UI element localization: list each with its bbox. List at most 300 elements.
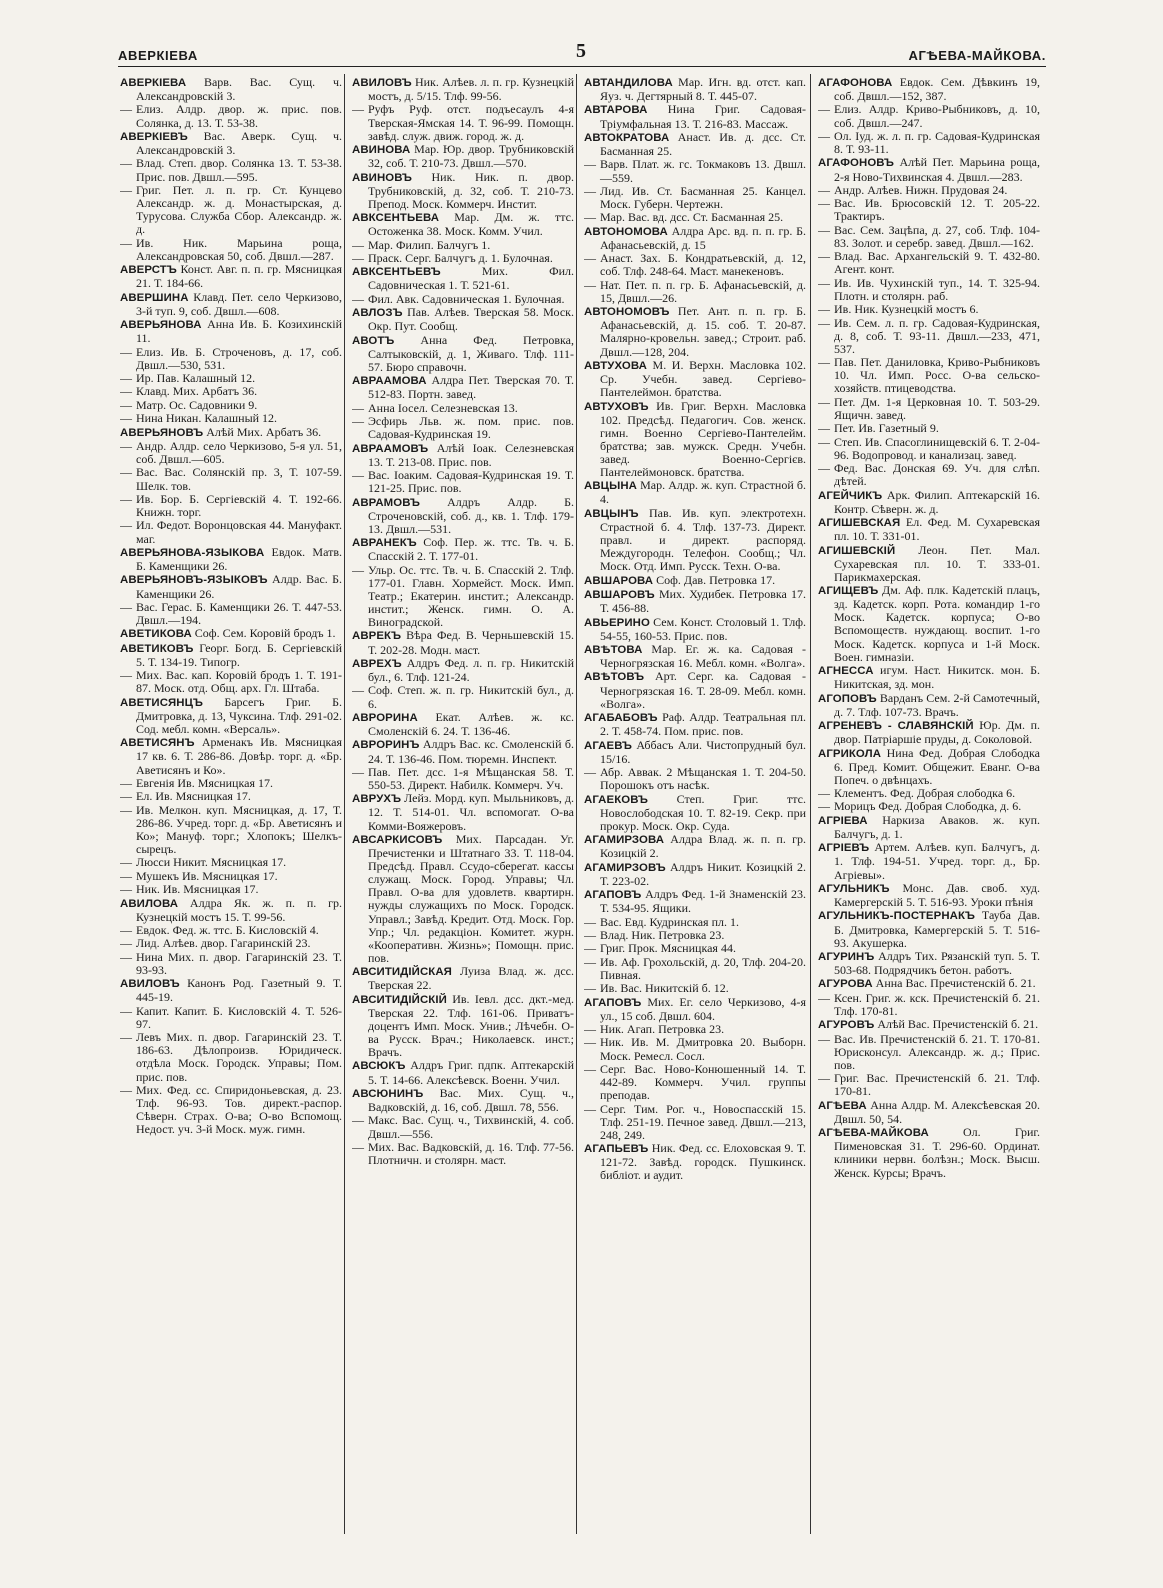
directory-entry (818, 130, 1040, 156)
directory-entry (584, 711, 806, 738)
ditto-dash: — (120, 438, 132, 453)
ditto-dash: — (818, 249, 830, 264)
ditto-dash: — (120, 411, 132, 426)
directory-entry (352, 766, 574, 792)
entry-surname: АГИШЕВСКІЙ (818, 544, 896, 557)
entry-surname: АГУЛЬНИКЪ-ПОСТЕРНАКЪ (818, 910, 976, 923)
entry-surname: АВЕТИСЯНЦЪ (120, 696, 204, 709)
directory-entry (352, 143, 574, 170)
ditto-dash: — (120, 855, 132, 870)
entry-details: Аббасъ Али. Чистопрудный бул. 15/16. (600, 737, 806, 766)
directory-entry (584, 833, 806, 860)
directory-entry (818, 1072, 1040, 1098)
entry-surname: АВЦЫНА (584, 480, 637, 493)
ditto-dash: — (120, 789, 132, 804)
entry-details: Пет. Ив. Газетный 9. (834, 421, 939, 436)
directory-entry (352, 239, 574, 252)
entry-details: Мар. Алдр. ж. куп. Страстной б. 4. (600, 478, 806, 507)
ditto-dash: — (120, 775, 132, 790)
entry-surname: АВСЮНИНЪ (352, 1087, 424, 1100)
directory-entry (584, 225, 806, 252)
entry-details: Ел. Ив. Мясницкая 17. (136, 789, 251, 804)
ditto-dash: — (352, 683, 364, 698)
directory-entry (352, 469, 574, 495)
ditto-dash: — (120, 518, 132, 533)
entry-surname: АГѢЕВА-МАЙКОВА (818, 1127, 929, 1140)
directory-entry (120, 412, 342, 425)
entry-surname: АВЕРЬЯНОВЪ (120, 426, 204, 439)
ditto-dash: — (352, 764, 364, 779)
entry-surname: АВЕТИКОВЪ (120, 642, 194, 655)
directory-entry (352, 792, 574, 832)
directory-entry (818, 882, 1040, 909)
column-4 (818, 76, 1040, 1536)
entry-surname: АВЕРКІЕВЪ (120, 130, 188, 143)
directory-entry (818, 76, 1040, 103)
entry-surname: АВСЮКЪ (352, 1060, 406, 1073)
column-1 (120, 76, 342, 1536)
entry-details: Вас. Вас. Солянскій пр. 3, Т. 107-59. Шелк. тов. (136, 465, 342, 493)
entry-surname: АВЦЫНЪ (584, 507, 639, 520)
column-divider (810, 74, 811, 1534)
entry-details: Луиза Влад. ж. дсс. Тверская 22. (368, 964, 574, 993)
entry-details: Ив. Григ. Верхн. Масловка 102. Предсѣд. Педагогич. Сов. женск. гимн. Военно Сергіево-Пантелейм. братства; зав. мужск. Средн. Учебн. завед. Военно-Сергієв. Пантелеймоновск. братства. (600, 398, 806, 479)
entry-details: Вас. Аверк. Сущ. ч. Александровскій 3. (136, 128, 342, 158)
ditto-dash: — (120, 102, 132, 117)
entry-details: Мих. Ег. село Черкизово, 4-я ул., 15 соб. Двшл. 604. (600, 994, 806, 1023)
entry-details: Ив. Ив. Чухинскій туп., 14. Т. 325-94. Плотн. и столярн. раб. (834, 275, 1040, 303)
directory-entry (584, 916, 806, 929)
directory-entry (352, 103, 574, 142)
directory-entry (352, 374, 574, 401)
entry-surname: АГАПОВЪ (584, 996, 642, 1009)
directory-entry (120, 426, 342, 440)
directory-entry (584, 305, 806, 358)
entry-details: Вас. Евд. Кудринская пл. 1. (600, 914, 739, 929)
entry-details: Вѣра Фед. В. Черньшевскій 15. Т. 202-28. Модн. маст. (368, 628, 574, 657)
entry-details: Анна Фед. Петровка, Салтыковскій, д. 1, Живаго. Тлф. 111-57. Бюро справочн. (368, 332, 574, 374)
entry-details: Алдра Влад. ж. п. п. гр. Козицкій 2. (600, 832, 806, 861)
directory-entry (584, 400, 806, 480)
directory-entry (818, 841, 1040, 881)
directory-entry (120, 385, 342, 398)
ditto-dash: — (818, 355, 830, 370)
entry-surname: АГАМИРЗОВА (584, 834, 665, 847)
page-header (118, 36, 1046, 67)
entry-surname: АВѢТОВА (584, 643, 643, 656)
entry-details: Мар. Вас. вд. дсс. Ст. Басманная 25. (600, 210, 784, 225)
entry-details: Вас. Іоаким. Садовая-Кудринская 19. Т. 121-25. Прис. пов. (368, 468, 574, 496)
directory-entry (584, 643, 806, 670)
entry-details: Григ. Вас. Пречистенскій б. 21. Тлф. 170-81. (834, 1071, 1040, 1099)
ditto-dash: — (818, 786, 830, 801)
ditto-dash: — (120, 1082, 132, 1097)
ditto-dash: — (352, 400, 364, 415)
entry-details: Фил. Авк. Садовническая 1. Булочная. (368, 291, 565, 306)
ditto-dash: — (818, 315, 830, 330)
page-number: 5 (576, 40, 586, 62)
entry-details: Мих. Фед. сс. Спиридоньевская, д. 23. Тлф. 96-93. Тов. директ.-распор. Сѣверн. Страх. О-ва; О-во Вспомощ. Недост. уч. 3-й Моск. муж. гимн. (136, 1082, 342, 1137)
directory-entry (352, 965, 574, 992)
entry-surname: АВИНОВЪ (352, 171, 412, 184)
ditto-dash: — (120, 384, 132, 399)
directory-entry (120, 184, 342, 236)
directory-entry (818, 103, 1040, 129)
directory-entry (584, 982, 806, 995)
entry-details: Наркиза Аваков. ж. куп. Балчугъ, д. 1. (834, 812, 1040, 841)
directory-entry (818, 584, 1040, 664)
entry-details: Ел. Фед. М. Сухаревская пл. 10. Т. 331-01. (834, 515, 1040, 544)
entry-details: Ив. Бор. Б. Сергіевскій 4. Т. 192-66. Книжн. торг. (136, 491, 342, 520)
entry-details: Мар. Ег. ж. ка. Садовая - Черногрязская 16. Мебл. комн. «Волга». (600, 641, 806, 671)
entry-details: Мих. Вас. Вадковскій, д. 16. Тлф. 77-56. Плотничн. и столярн. маст. (368, 1139, 574, 1167)
ditto-dash: — (584, 1022, 596, 1037)
entry-details: Ник. Ник. п. двор. Трубниковскій, д. 32, соб. Т. 210-73. Препод. Моск. Коммерч. Инстит. (368, 169, 574, 211)
entry-details: Мар. Филип. Балчугъ 1. (368, 237, 491, 252)
entry-surname: АВИЛОВЪ (352, 77, 412, 89)
directory-entry (120, 318, 342, 345)
column-divider (344, 74, 345, 1534)
ditto-dash: — (818, 990, 830, 1005)
ditto-dash: — (818, 222, 830, 237)
entry-details: Барсегъ Григ. Б. Дмитровка, д. 13, Чуксина. Тлф. 291-02. Сод. мебл. комн. «Версаль». (136, 694, 342, 736)
entry-details: Евдок. Сем. Дѣвкинъ 19, соб. Двшл.—152, 387. (834, 76, 1040, 104)
entry-details: Алдра Як. ж. п. п. гр. Кузнецкій мостъ 15. Т. 99-56. (136, 895, 342, 924)
ditto-dash: — (584, 1101, 596, 1116)
directory-entry (584, 616, 806, 643)
entry-details: Пет. Ант. п. п. гр. Б. Афанасьевскій, д. 15. соб. Т. 20-87. Малярно-кровельн. завед.; Строит. раб. Двшл.—128, 204. (600, 304, 806, 359)
entry-details: Мушекъ Ив. Мясницкая 17. (136, 868, 278, 883)
entry-details: Сем. Конст. Столовый 1. Тлф. 54-55, 160-53. Прис. пов. (600, 614, 806, 643)
entry-details: Ник. Ив. Мясницкая 17. (136, 882, 259, 897)
entry-details: Вас. Ив. Пречистенскій б. 21. Т. 170-81. Юрисконсул. Александр. ж. д.; Прис. пов. (834, 1031, 1040, 1072)
entry-details: Лейз. Морд. куп. Мыльниковъ, д. 12. Т. 514-01. Чл. вспомогат. О-ва Комми-Вояжеровъ. (368, 791, 574, 833)
entry-surname: АВОТЪ (352, 334, 395, 347)
ditto-dash: — (818, 302, 830, 317)
entry-details: Нина Никан. Калашный 12. (136, 411, 278, 426)
entry-surname: АГОПОВЪ (818, 692, 877, 705)
directory-entry (584, 211, 806, 224)
entry-details: Григ. Прок. Мясницкая 44. (600, 941, 736, 956)
entry-details: Анна Іосел. Селезневская 13. (368, 400, 518, 415)
entry-details: Анаст. Ив. д. дсс. Ст. Басманная 25. (600, 129, 806, 159)
ditto-dash: — (584, 927, 596, 942)
entry-details: Мих. Фил. Садовническая 1. Т. 521-61. (368, 264, 574, 293)
directory-entry (584, 888, 806, 915)
entry-details: Абр. Аввак. 2 Мѣщанская 1. Т. 204-50. Порошокъ отъ насѣк. (600, 765, 806, 793)
ditto-dash: — (584, 981, 596, 996)
entry-details: Тауба Дав. Б. Дмитровка, Камергерскій 5. Т. 516-93. Акушерка. (834, 908, 1040, 950)
ditto-dash: — (120, 156, 132, 171)
directory-entry (120, 601, 342, 627)
entry-surname: АВРУХЪ (352, 793, 402, 806)
directory-entry (584, 279, 806, 305)
entry-details: Нина Фед. Добрая Слободка 6. Пред. Комит. Общежит. Еванг. О-ва Попеч. о двѣнцахъ. (834, 745, 1040, 787)
ditto-dash: — (352, 102, 364, 117)
entry-surname: АВѢТОВЪ (584, 671, 645, 684)
entry-details: Ив. Сем. л. п. гр. Садовая-Кудринская, д. 8, соб. Т. 93-11. Двшл.—233, 471, 537. (834, 315, 1040, 356)
directory-entry (120, 573, 342, 600)
entry-surname: АГАЕКОВЪ (584, 793, 648, 806)
ditto-dash: — (818, 421, 830, 436)
entry-details: Ксен. Григ. ж. кск. Пречистенскій б. 21. Тлф. 170-81. (834, 990, 1040, 1018)
entry-details: Артем. Алѣев. куп. Балчугъ, д. 1. Тлф. 194-51. Учред. торг. д., Бр. Агріевы». (834, 840, 1040, 882)
entry-details: Алдръ Алдр. Б. Строченовскій, соб. д., кв. 1. Тлф. 179-13. Двшл.—531. (368, 494, 574, 536)
directory-entry (352, 334, 574, 374)
entry-details: Алдра Арс. вд. п. п. гр. Б. Афанасьевскій, д. 15 (600, 223, 806, 252)
entry-details: Пав. Алѣев. Тверская 58. Моск. Окр. Пут. Сообщ. (368, 305, 574, 334)
entry-details: Евдок. Матв. Б. Каменщики 26. (136, 544, 342, 574)
entry-details: Нина Мих. п. двор. Гагаринскій 23. Т. 93-93. (136, 949, 342, 977)
directory-entry (818, 800, 1040, 813)
entry-details: Мих. Парсадан. Уг. Пречистенки и Штатнаго 33. Т. 118-04. Предсѣд. Правл. Ссудо-сберегат. кассы служащ. Моск. Город. Управы; Чл. Правл. О-ва для удовлетв. квартирн. нужды служащихъ по Моск. Городск. Управл.; Завѣд. Кредит. Отд. Моск. Гор. Упр.; Чл. редакціон. Комитет. журн. «Кооперативн. Жизнь»; Помощн. прис. пов. (368, 831, 574, 965)
entry-details: Мар. Дм. ж. ттс. Остоженка 38. Моск. Комм. Учил. (368, 210, 574, 239)
directory-entry (352, 738, 574, 765)
directory-entry (584, 739, 806, 766)
entry-surname: АВЬЕРИНО (584, 616, 650, 629)
directory-entry (352, 1087, 574, 1114)
entry-details: Соф. Дав. Петровка 17. (656, 572, 776, 587)
entry-details: Алдр. Вас. Б. Каменщики 26. (136, 572, 342, 601)
ditto-dash: — (352, 1113, 364, 1128)
directory-entry (584, 507, 806, 573)
entry-details: Лид. Алѣев. двор. Гагаринскій 23. (136, 936, 311, 951)
directory-entry (584, 1036, 806, 1062)
directory-entry (120, 291, 342, 318)
directory-entry (584, 158, 806, 184)
entry-details: Ник. Ив. М. Дмитровка 20. Выборн. Моск. Ремесл. Сосл. (600, 1035, 806, 1063)
directory-entry (818, 436, 1040, 462)
ditto-dash: — (120, 1030, 132, 1045)
entry-surname: АВЕРКІЕВА (120, 77, 187, 89)
entry-surname: АВРОРИНА (352, 711, 418, 724)
directory-entry (818, 197, 1040, 223)
directory-entry (818, 950, 1040, 977)
entry-details: Пав. Пет. дсс. 1-я Мѣщанская 58. Т. 550-53. Директ. Набилк. Коммерч. Уч. (368, 764, 574, 792)
entry-surname: АГУРИНЪ (818, 951, 875, 963)
entry-surname: АГРІЕВА (818, 814, 868, 827)
directory-entry (584, 670, 806, 710)
entry-details: Арменакъ Ив. Мясницкая 17 кв. 6. Т. 286-86. Довѣр. торг. д. «Бр. Аветисянъ и Ко». (136, 735, 342, 777)
entry-details: Ив. Ник. Марьина роща, Александровская 50, соб. Двшл.—287. (136, 235, 342, 263)
directory-entry (120, 669, 342, 695)
entry-surname: АГАЕВЪ (584, 739, 632, 752)
entry-details: Георг. Богд. Б. Сергіевскій 5. Т. 134-19. Типогр. (136, 640, 342, 669)
entry-details: Алдра Пет. Тверская 70. Т. 512-83. Портн. завед. (368, 373, 574, 402)
directory-entry (818, 303, 1040, 316)
directory-entry (352, 306, 574, 333)
entry-details: Ир. Пав. Калашный 12. (136, 371, 256, 386)
entry-surname: АГАПОВЪ (584, 889, 642, 902)
entry-details: Елиз. Алдр. Криво-Рыбниковъ, д. 10, соб. Двшл.—247. (834, 102, 1040, 130)
directory-entry (120, 76, 342, 103)
entry-surname: АВКСЕНТЬЕВЪ (352, 266, 441, 279)
directory-entry (120, 627, 342, 641)
entry-surname: АГРЕНЕВЪ - СЛАВЯНСКІЙ (818, 720, 974, 733)
directory-entry (818, 1033, 1040, 1072)
entry-details: Влад. Ник. Петровка 23. (600, 927, 725, 942)
entry-details: Ник. Фед. сс. Елоховская 9. Т. 121-72. Завѣд. городск. Пушкинск. библіот. и аудит. (600, 1141, 806, 1183)
directory-entry (818, 747, 1040, 787)
directory-entry (120, 977, 342, 1004)
directory-entry (584, 103, 806, 130)
entry-details: Ив. Іевл. дсс. дкт.-мед. Тверская 22. Тлф. 161-06. Приватъ-доцентъ Имп. Моск. Унив.; Лѣчебн. О-ва Русск. Врач.; Николаевск. инст.; Врачъ. (368, 991, 574, 1060)
header-left-guide-word: АВЕРКІЕВА (118, 48, 198, 63)
directory-entry (818, 156, 1040, 183)
entry-surname: АВРАНЕКЪ (352, 537, 417, 550)
directory-entry (584, 185, 806, 211)
directory-entry (584, 861, 806, 888)
directory-entry (584, 1103, 806, 1142)
directory-entry (584, 479, 806, 506)
ditto-dash: — (120, 1003, 132, 1018)
directory-entry (584, 359, 806, 399)
ditto-dash: — (584, 954, 596, 969)
ditto-dash: — (352, 291, 364, 306)
directory-entry (352, 564, 574, 629)
directory-entry (120, 870, 342, 883)
ditto-dash: — (584, 157, 596, 172)
directory-entry (584, 574, 806, 588)
entry-details: Андр. Алдр. село Черкизово, 5-я ул. 51, соб. Двшл.—605. (136, 438, 342, 467)
entry-surname: АВИНОВА (352, 144, 411, 157)
directory-entry (584, 1063, 806, 1102)
ditto-dash: — (584, 941, 596, 956)
directory-entry (818, 1126, 1040, 1179)
directory-entry (584, 956, 806, 982)
directory-entry (120, 263, 342, 290)
ditto-dash: — (584, 277, 596, 292)
directory-entry (120, 399, 342, 412)
entry-details: Варв. Вас. Сущ. ч. Александровскій 3. (136, 76, 342, 104)
ditto-dash: — (818, 275, 830, 290)
directory-entry (120, 1005, 342, 1031)
header-right-guide-word: АГѢЕВА-МАЙКОВА. (908, 48, 1046, 63)
directory-entry (818, 814, 1040, 841)
ditto-dash: — (120, 397, 132, 412)
directory-entry (818, 317, 1040, 356)
entry-surname: АВТОКРАТОВА (584, 131, 670, 144)
directory-entry (818, 184, 1040, 197)
entry-surname: АВРААМОВА (352, 375, 427, 388)
entry-details: Дм. Аф. плк. Кадетскій плацъ, зд. Кадетск. корп. Рота. командир 1-го Моск. Кадетск. корпуса; О-во Вспомоществ. нуждающ. воспит. 1-го Моск. Кадетск. корпуса и 1-й Моск. Воен. гимназіи. (834, 583, 1040, 664)
ditto-dash: — (818, 434, 830, 449)
directory-entry (352, 252, 574, 265)
entry-details: Алдръ Вас. кс. Смоленскій б. 24. Т. 136-46. Пом. тюремн. Инспект. (368, 737, 574, 766)
directory-entry (818, 356, 1040, 395)
entry-details: Пав. Пет. Даниловка, Криво-Рыбниковъ 10. Чл. Имп. Росс. О-ва сельско-хозяйств. птицеводства. (834, 355, 1040, 396)
directory-entry (352, 171, 574, 211)
entry-details: Ив. Вас. Никитскій б. 12. (600, 981, 729, 996)
entry-details: Елиз. Ив. Б. Строченовъ, д. 17, соб. Двшл.—530, 531. (136, 344, 342, 372)
entry-surname: АГАФОНОВА (818, 77, 893, 89)
entry-surname: АГАМИРЗОВЪ (584, 861, 666, 874)
directory-entry (352, 211, 574, 238)
directory-entry (120, 777, 342, 790)
entry-surname: АВЕРСТЪ (120, 264, 177, 277)
directory-entry (352, 657, 574, 684)
directory-entry (818, 719, 1040, 746)
entry-details: Екат. Алѣев. ж. кс. Смоленскій 6. 24. Т. 136-46. (368, 709, 574, 739)
entry-details: Ив. Ник. Кузнецкій мостъ 6. (834, 302, 979, 317)
entry-details: Левъ Мих. п. двор. Гагаринскій 23. Т. 186-63. Дѣлопроизв. Юридическ. отдѣла Моск. Городск. Управы; Пом. прис. пов. (136, 1030, 342, 1084)
entry-details: Ник. Агап. Петровка 23. (600, 1022, 725, 1037)
directory-entry (818, 250, 1040, 276)
entry-surname: АВТУХОВЪ (584, 400, 649, 413)
directory-entry (120, 157, 342, 183)
directory-entry (120, 696, 342, 736)
ditto-dash: — (352, 1139, 364, 1154)
entry-details: Ив. Аф. Грохольскій, д. 20, Тлф. 204-20. Пивная. (600, 954, 806, 982)
entry-details: Мар. Игн. вд. отст. кап. Яуз. ч. Дегтярный 8. Т. 445-07. (600, 76, 806, 104)
ditto-dash: — (120, 371, 132, 386)
entry-surname: АГИЩЕВЪ (818, 585, 879, 598)
entry-surname: АВШАРОВА (584, 574, 654, 587)
entry-surname: АВТАРОВА (584, 104, 648, 117)
entry-details: Фед. Вас. Донская 69. Уч. для слѣп. дѣтей. (834, 461, 1040, 489)
directory-entry (352, 1141, 574, 1167)
entry-details: Ник. Алѣев. л. п. гр. Кузнецкій мостъ, д. 5/15. Тлф. 99-56. (368, 76, 574, 104)
entry-surname: АВЕРЬЯНОВА-ЯЗЫКОВА (120, 546, 265, 559)
entry-surname: АГРИКОЛА (818, 747, 882, 760)
entry-details: Влад. Вас. Архангельскій 9. Т. 432-80. Агент. конт. (834, 249, 1040, 277)
ditto-dash: — (818, 1031, 830, 1046)
entry-details: Пет. Дм. 1-я Церковная 10. Т. 503-29. Ящичн. завед. (834, 394, 1040, 422)
ditto-dash: — (584, 210, 596, 225)
entry-details: Алдръ Фед. л. п. гр. Никитскій бул., 6. Тлф. 121-24. (368, 655, 574, 685)
ditto-dash: — (120, 802, 132, 817)
entry-surname: АГЕЙЧИКЪ (818, 489, 883, 502)
entry-details: Серг. Вас. Ново-Конюшенный 14. Т. 442-89. Коммерч. Учил. группы преподав. (600, 1061, 806, 1103)
directory-entry (352, 1059, 574, 1086)
entry-details: Эсфирь Льв. ж. пом. прис. пов. Садовая-Кудринская 19. (368, 414, 574, 442)
directory-entry (120, 736, 342, 776)
directory-entry (584, 588, 806, 615)
ditto-dash: — (818, 196, 830, 211)
column-3 (584, 76, 806, 1536)
directory-entry (818, 516, 1040, 543)
entry-details: Мих. Вас. кап. Коровій бродъ 1. Т. 191-87. Моск. отд. Общ. арх. Гл. Штаба. (136, 668, 342, 696)
entry-surname: АВЛОЗЪ (352, 307, 403, 320)
entry-surname: АГАБАБОВЪ (584, 712, 658, 725)
entry-surname: АВТОНОМОВЪ (584, 306, 670, 319)
ditto-dash: — (818, 394, 830, 409)
ditto-dash: — (120, 868, 132, 883)
entry-surname: АВТУХОВА (584, 359, 647, 372)
entry-details: Соф. Пер. ж. ттс. Тв. ч. Б. Спасскій 2. Т. 177-01. (368, 535, 574, 564)
entry-details: Леон. Пет. Мал. Сухаревская пл. 10. Т. 333-01. Парикмахерская. (834, 542, 1040, 584)
entry-details: Анна Вас. Пречистенскій б. 21. (875, 976, 1036, 991)
directory-entry (818, 1018, 1040, 1032)
directory-entry (120, 372, 342, 385)
entry-details: Соф. Сем. Коровій бродъ 1. (194, 626, 336, 641)
ditto-dash: — (584, 765, 596, 780)
directory-entry (120, 103, 342, 129)
directory-entry (120, 883, 342, 896)
directory-entry (352, 496, 574, 536)
directory-entry (352, 293, 574, 306)
ditto-dash: — (818, 799, 830, 814)
entry-details: Клавд. Пет. село Черкизово, 3-й туп. 9, соб. Двшл.—608. (136, 289, 342, 318)
directory-entry (352, 993, 574, 1059)
entry-details: Алдръ Фед. 1-й Знаменскій 23. Т. 534-95. Ящики. (600, 887, 806, 916)
directory-entry (120, 493, 342, 519)
directory-entry (818, 1099, 1040, 1126)
directory-entry (120, 790, 342, 803)
directory-entry (818, 664, 1040, 691)
ditto-dash: — (120, 182, 132, 197)
directory-entry (352, 442, 574, 469)
